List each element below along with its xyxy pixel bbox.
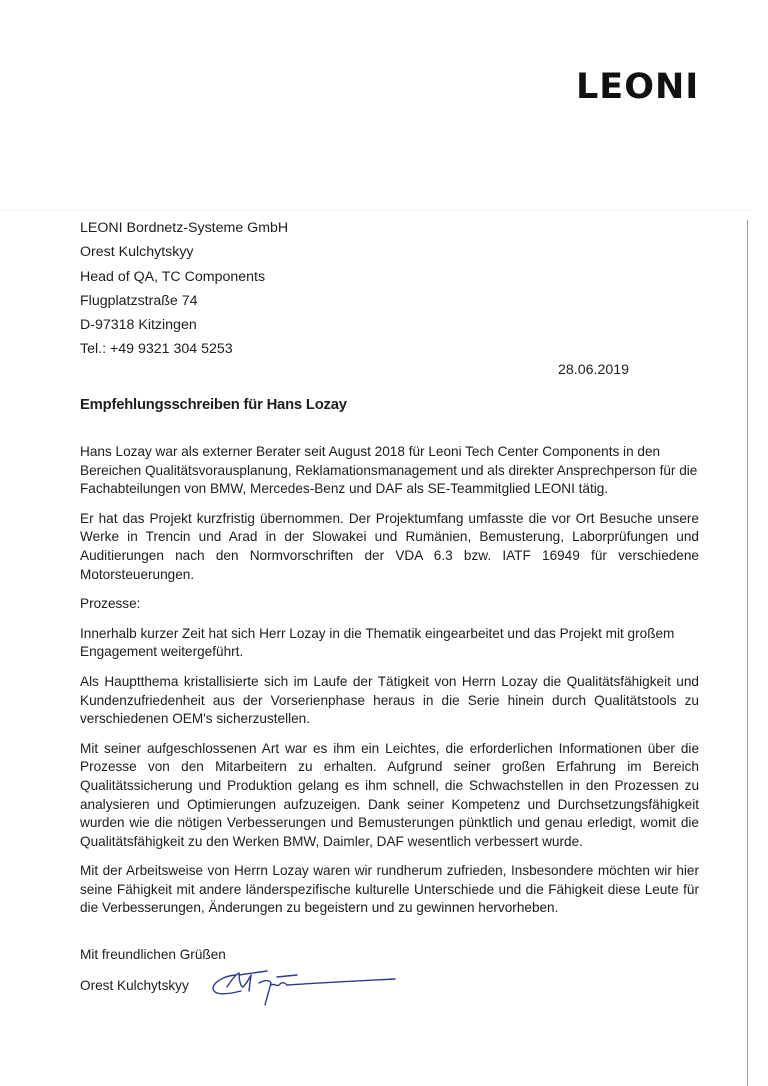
signature-stroke-5	[271, 983, 287, 986]
signature-stroke-1	[213, 975, 241, 994]
letter-closing: Mit freundlichen Grüßen	[80, 947, 226, 962]
letter-subject: Empfehlungsschreiben für Hans Lozay	[80, 397, 347, 413]
paragraph-main-topic: Als Hauptthema kristallisierte sich im Laufe der Tätigkeit von Herrn Lozay die Qualitätsfähigkeit und Kundenzufriedenheit aus der Vorserienphase heraus in die Serie hinein durch Qualitätstools zu verschiedenen OEM's sicherzustellen.	[80, 673, 699, 727]
signer-name: Orest Kulchytskyy	[80, 978, 189, 993]
leoni-logo: LEONI	[576, 67, 700, 107]
signature-stroke-4	[259, 981, 271, 1005]
sender-street: Flugplatzstraße 74	[80, 292, 198, 309]
handwritten-signature	[205, 963, 405, 1013]
sender-company: LEONI Bordnetz-Systeme GmbH	[80, 220, 289, 236]
paragraph-onboarding: Innerhalb kurzer Zeit hat sich Herr Lozay in die Thematik eingearbeitet und das Projekt mit großem Engagement weitergeführt.	[80, 625, 675, 660]
sender-phone: Tel.: +49 9321 304 5253	[80, 341, 233, 358]
paragraph-processes-heading: Prozesse:	[80, 596, 141, 612]
letter-body	[80, 443, 699, 929]
scan-fold-line	[0, 210, 752, 211]
sender-title: Head of QA, TC Components	[80, 268, 266, 285]
sender-address-block	[80, 216, 288, 362]
paragraph-evaluation: Mit der Arbeitsweise von Herrn Lozay waren wir rundherum zufrieden, Insbesondere möchten wir hier seine Fähigkeit mit andere länderspezifische kulturelle Unterschiede und die Fähigkeit diese Leute für die Verbesserungen, Änderungen zu begeistern und zu gewinnen hervorheben.	[80, 863, 699, 916]
scan-edge-line	[747, 220, 748, 1086]
paragraph-intro: Hans Lozay war als externer Berater seit August 2018 für Leoni Tech Center Components in den Bereichen Qualitätsvorausplanung, Reklamationsmanagement und als direkter Ansprechperson für die Fachabteilungen von BMW, Mercedes-Benz und DAF als SE-Teammitglied LEONI tätig.	[80, 444, 698, 497]
letter-date: 28.06.2019	[558, 362, 630, 378]
signature-stroke-7	[287, 979, 395, 985]
signature-stroke-6	[277, 975, 297, 977]
signature-stroke-3	[239, 971, 267, 975]
sender-city: D-97318 Kitzingen	[80, 317, 197, 334]
paragraph-achievements: Mit seiner aufgeschlossenen Art war es ihm ein Leichtes, die erforderlichen Informationen über die Prozesse von den Mitarbeitern zu erhalten. Aufgrund seiner großen Erfahrung im Bereich Qualitätssicherung und Produktion gelang es ihm schnell, die Schwachstellen in den Prozessen zu analysieren und Optimierungen aufzuzeigen. Dank seiner Kompetenz und Durchsetzungsfähigkeit wurden wie die nötigen Verbesserungen und Bemusterungen pünktlich und genau erledigt, womit die Qualitätsfähigkeit zu den Werken BMW, Daimler, DAF wesentlich verbessert wurde.	[80, 740, 699, 849]
sender-name: Orest Kulchytskyy	[80, 244, 194, 261]
paragraph-project: Er hat das Projekt kurzfristig übernommen. Der Projektumfang umfasste die vor Ort Besuche unsere Werke in Trencin und Arad in der Slowakei und Rumänien, Bemusterung, Laborprüfungen und Auditierungen nach den Normvorschriften der VDA 6.3 bzw. IATF 16949 für verschiedene Motorsteuerungen.	[80, 510, 699, 582]
